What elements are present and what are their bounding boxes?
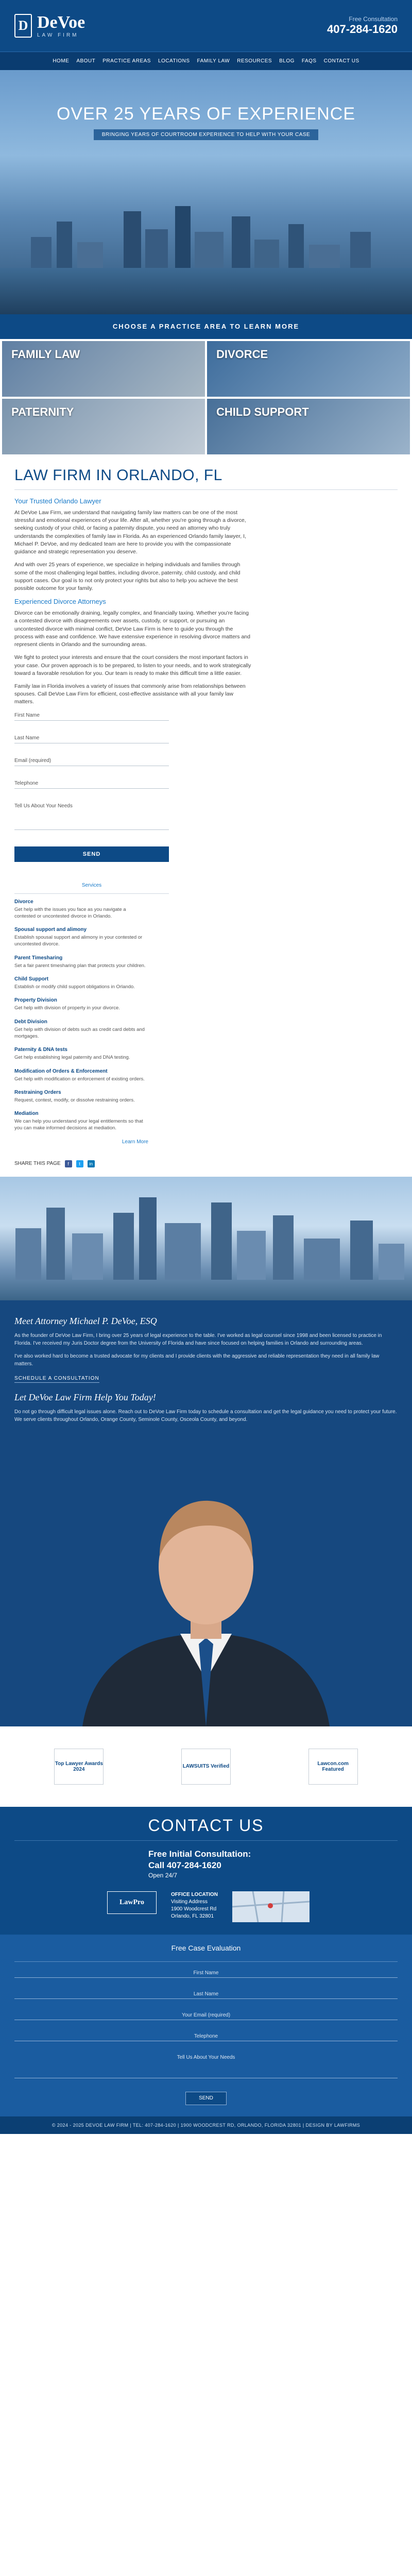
tile-family-law[interactable] bbox=[2, 341, 205, 397]
service-item[interactable]: Modification of Orders & Enforcement Get help with modification or enforcement of existing orders. bbox=[14, 1068, 145, 1082]
first-name-field[interactable]: First Name bbox=[14, 713, 169, 721]
facebook-icon[interactable]: f bbox=[65, 1160, 72, 1167]
tile-label: PATERNITY bbox=[11, 405, 74, 418]
hero-title: OVER 25 YEARS OF EXPERIENCE bbox=[57, 104, 355, 124]
consultation-form bbox=[14, 713, 169, 862]
about-section bbox=[0, 1300, 412, 1726]
paragraph: Family law in Florida involves a variety of issues that commonly arise from relationships between spouses. Call DeVoe Law Firm for efficient, cost-effective assistance with all your family law matters. bbox=[14, 683, 246, 705]
first-name-field[interactable]: First Name bbox=[14, 1970, 398, 1978]
service-item[interactable]: Spousal support and alimony Establish spousal support and alimony in your contested or uncontested divorce. bbox=[14, 927, 143, 947]
tile-child-support[interactable] bbox=[207, 399, 410, 454]
header-phone[interactable]: 407-284-1620 bbox=[327, 23, 398, 36]
nav-family-law[interactable]: FAMILY LAW bbox=[197, 58, 230, 64]
about-paragraph: Do not go through difficult legal issues alone. Reach out to DeVoe Law Firm today to schedule a consultation and get the legal guidance you need to protect your future. We serve clients throughout Orlando, Orange County, Seminole County, Osceola County, and beyond. bbox=[14, 1409, 397, 1422]
about-title-2: Let DeVoe Law Firm Help You Today! bbox=[14, 1392, 156, 1402]
verified-badge: LAWSUITS Verified bbox=[181, 1749, 231, 1785]
firm-sub: LAW FIRM bbox=[37, 32, 79, 38]
send-button[interactable]: SEND bbox=[14, 846, 169, 862]
paragraph: At DeVoe Law Firm, we understand that navigating family law matters can be one of the most stressful and emotional experiences of your life. After all, whether you're going through a divorce, seeking custody of your child, or facing a paternity dispute, you need an attorney who truly understands the complexities of family law in Florida. As an experienced Orlando family lawyer, I, Michael P. DeVoe, and my dedicated team are here to provide you with the compassionate guidance and strategic representation you deserve. bbox=[14, 510, 246, 555]
logo-mark: D bbox=[14, 14, 32, 38]
badges-row bbox=[0, 1726, 412, 1807]
phone-field[interactable]: Telephone bbox=[14, 2033, 398, 2041]
service-item[interactable]: Child Support Establish or modify child support obligations in Orlando. bbox=[14, 976, 135, 990]
about-title: Meet Attorney Michael P. DeVoe, ESQ bbox=[14, 1315, 157, 1326]
tile-label: CHILD SUPPORT bbox=[216, 405, 309, 418]
email-field[interactable]: Email (required) bbox=[14, 758, 169, 766]
learn-more-link[interactable]: Learn More bbox=[122, 1139, 148, 1145]
last-name-field[interactable]: Last Name bbox=[14, 1991, 398, 1999]
city-skyline-image bbox=[0, 201, 412, 278]
service-item[interactable]: Property Division Get help with division of property in your divorce. bbox=[14, 997, 120, 1011]
submit-button[interactable]: SEND bbox=[185, 2092, 227, 2105]
about-paragraph: As the founder of DeVoe Law Firm, I bring over 25 years of legal experience to the table. I've worked as legal counsel since 1998 and been licensed to practice in Florida. I've received my Juris Doctor degree from the University of Florida and have since focused on helping families in Orlando and surrounding areas. bbox=[14, 1332, 382, 1346]
office-name: Visiting Address bbox=[171, 1899, 208, 1905]
linkedin-icon[interactable]: in bbox=[88, 1160, 95, 1167]
paragraph: And with over 25 years of experience, we specialize in helping individuals and families through some of the most challenging legal battles, including divorce, paternity, child custody, and child support cases. Our goal is to not only protect your rights but also to help you achieve the best possible outcome for your family. bbox=[14, 562, 241, 591]
about-paragraph: I've also worked hard to become a trusted advocate for my clients and I provide clients with the aggressive and reliable representation they need in all family law matters. bbox=[14, 1353, 380, 1367]
skyline-graphic bbox=[0, 1197, 412, 1280]
footer: © 2024 - 2025 DEVOE LAW FIRM | TEL: 407-284-1620 | 1900 WOODCREST RD, ORLANDO, FLORIDA 32801 | DESIGN BY LAWFIRMS bbox=[0, 2116, 412, 2134]
main-content bbox=[0, 456, 412, 1167]
email-field[interactable]: Your Email (required) bbox=[14, 2012, 398, 2020]
divider bbox=[14, 1961, 398, 1962]
city-image bbox=[0, 1177, 412, 1300]
paragraph: We fight to protect your interests and ensure that the court considers the most important factors in your case. Our proven approach is to be prepared, to listen to your needs, and to work strategically toward a favorable resolution for you. Our team is ready to make this difficult time a little easier. bbox=[14, 654, 251, 676]
practice-grid bbox=[0, 339, 412, 456]
map-image[interactable] bbox=[232, 1891, 310, 1922]
nav-practice-areas[interactable]: PRACTICE AREAS bbox=[102, 58, 151, 64]
tile-divorce[interactable] bbox=[207, 341, 410, 397]
share-bar bbox=[14, 1160, 398, 1167]
nav-home[interactable]: HOME bbox=[53, 58, 70, 64]
lake-image bbox=[0, 268, 412, 314]
header-cta: Free Consultation bbox=[349, 15, 398, 23]
attorney-portrait bbox=[62, 1438, 350, 1726]
nav-faqs[interactable]: FAQS bbox=[301, 58, 317, 64]
free-evaluation-form bbox=[0, 1935, 412, 2116]
service-item[interactable]: Debt Division Get help with division of debts such as credit card debts and mortgages. bbox=[14, 1019, 145, 1039]
header bbox=[0, 0, 412, 52]
practice-heading: CHOOSE A PRACTICE AREA TO LEARN MORE bbox=[0, 314, 412, 339]
free-consultation-label: Free Initial Consultation: bbox=[148, 1849, 251, 1859]
services-list bbox=[14, 877, 169, 1145]
divider bbox=[14, 489, 398, 490]
service-item[interactable]: Parent Timesharing Set a fair parent timesharing plan that protects your children. bbox=[14, 955, 146, 969]
section-subtitle: Your Trusted Orlando Lawyer bbox=[14, 497, 101, 505]
attorney-photo bbox=[62, 1438, 350, 1726]
service-item[interactable]: Divorce Get help with the issues you face as you navigate a contested or uncontested divorce in Orlando. bbox=[14, 899, 126, 919]
phone-field[interactable]: Telephone bbox=[14, 781, 169, 789]
nav-about[interactable]: ABOUT bbox=[76, 58, 96, 64]
tile-label: DIVORCE bbox=[216, 348, 268, 361]
nav-contact[interactable]: CONTACT US bbox=[323, 58, 359, 64]
main-nav bbox=[0, 52, 412, 70]
nav-locations[interactable]: LOCATIONS bbox=[158, 58, 190, 64]
last-name-field[interactable]: Last Name bbox=[14, 735, 169, 743]
award-badge: Top Lawyer Awards 2024 bbox=[54, 1749, 104, 1785]
contact-hours: Open 24/7 bbox=[148, 1871, 178, 1879]
hero bbox=[0, 70, 412, 314]
service-item[interactable]: Mediation We can help you understand your legal entitlements so that you can make informed decisions at mediation. bbox=[14, 1111, 143, 1131]
message-field[interactable]: Tell Us About Your Needs bbox=[14, 2055, 398, 2078]
divider bbox=[14, 1840, 398, 1841]
office-address-2: Orlando, FL 32801 bbox=[171, 1913, 214, 1919]
service-item[interactable]: Paternity & DNA tests Get help establishing legal paternity and DNA testing. bbox=[14, 1047, 130, 1061]
tile-label: FAMILY LAW bbox=[11, 348, 80, 361]
nav-resources[interactable]: RESOURCES bbox=[237, 58, 272, 64]
twitter-icon[interactable]: t bbox=[76, 1160, 83, 1167]
share-label: SHARE THIS PAGE bbox=[14, 1161, 61, 1167]
hero-tagline: BRINGING YEARS OF COURTROOM EXPERIENCE TO HELP WITH YOUR CASE bbox=[94, 129, 318, 140]
message-field[interactable]: Tell Us About Your Needs bbox=[14, 803, 169, 830]
service-item[interactable]: Restraining Orders Request, contest, modify, or dissolve restraining orders. bbox=[14, 1089, 135, 1103]
schedule-link[interactable]: SCHEDULE A CONSULTATION bbox=[14, 1376, 99, 1383]
tile-paternity[interactable] bbox=[2, 399, 205, 454]
logo[interactable] bbox=[14, 14, 85, 38]
contact-phone[interactable]: Call 407-284-1620 bbox=[148, 1860, 221, 1870]
paragraph: Divorce can be emotionally draining, legally complex, and financially taxing. Whether you're facing a contested divorce with disagreements over assets, custody, or support, or pursuing an uncontested divorce with minimal conflict, DeVoe Law Firm is here to guide you through the process with ease and confidence. We have extensive experience in resolving divorce matters and represent clients in Orlando and the surrounding areas. bbox=[14, 610, 250, 648]
section-subtitle: Experienced Divorce Attorneys bbox=[14, 598, 106, 606]
contact-section bbox=[0, 1807, 412, 1935]
page-title: LAW FIRM IN ORLANDO, FL bbox=[14, 467, 222, 484]
office-label: OFFICE LOCATION bbox=[171, 1891, 218, 1897]
freeeval-title: Free Case Evaluation bbox=[171, 1943, 241, 1952]
nav-blog[interactable]: BLOG bbox=[279, 58, 295, 64]
office-address-1: 1900 Woodcrest Rd bbox=[171, 1906, 217, 1912]
lawpro-logo[interactable]: LawPro bbox=[107, 1891, 157, 1914]
contact-title: CONTACT US bbox=[148, 1816, 264, 1835]
featured-badge: Lawcon.com Featured bbox=[308, 1749, 358, 1785]
firm-name: DeVoe bbox=[37, 12, 85, 32]
services-heading: Services bbox=[14, 877, 169, 894]
